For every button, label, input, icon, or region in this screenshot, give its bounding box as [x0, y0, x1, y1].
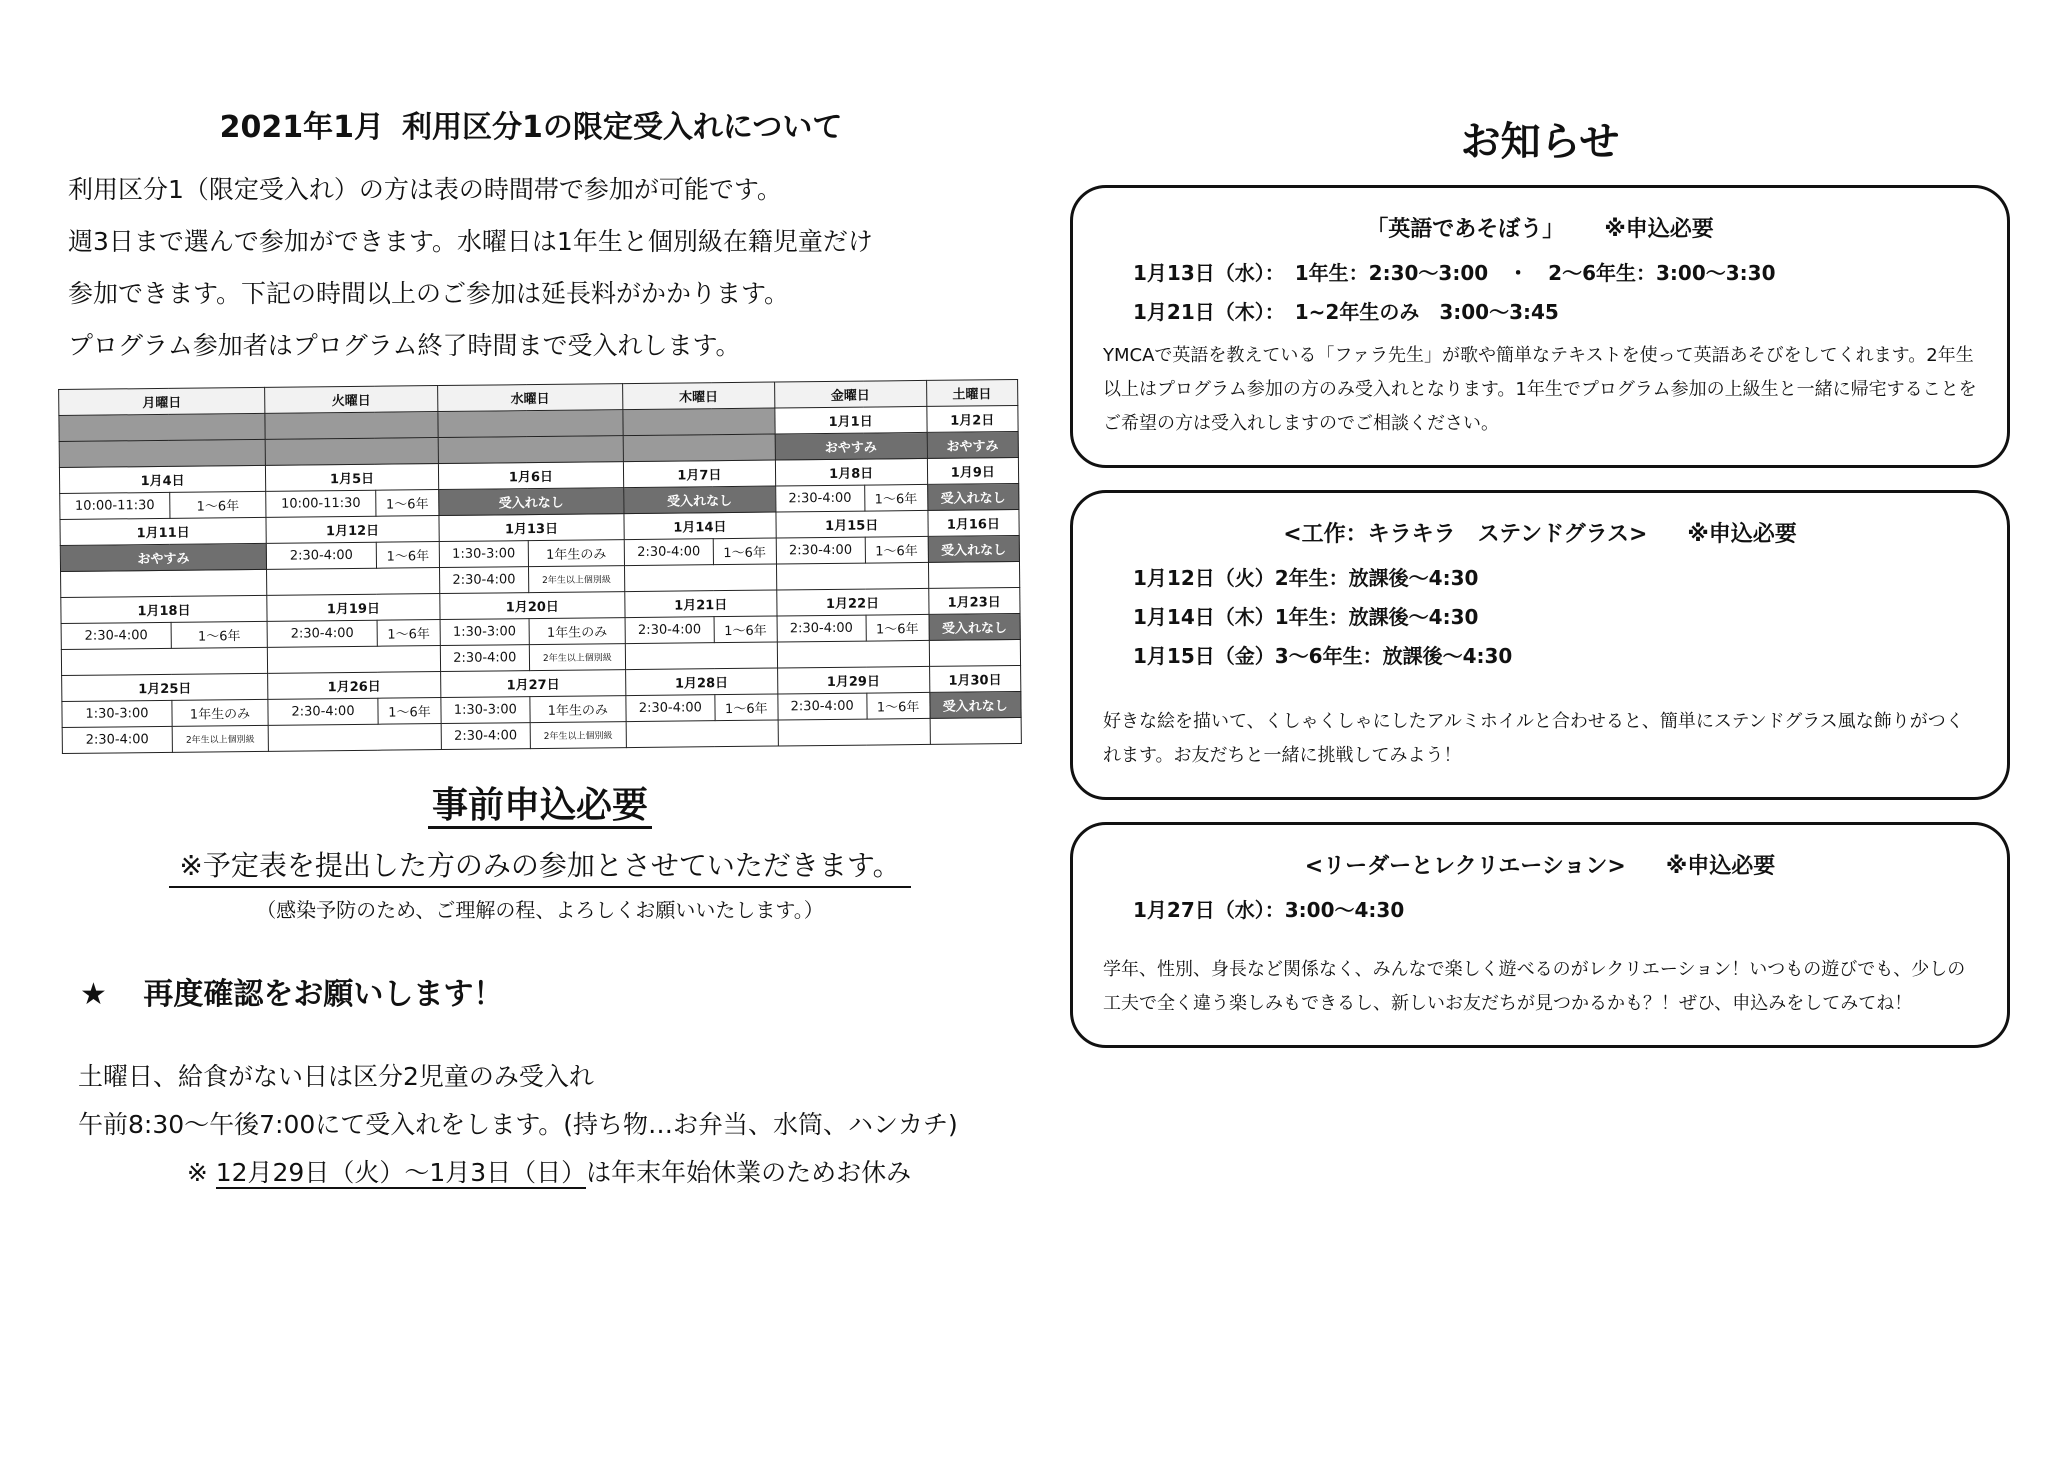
date-cell: 1月23日: [928, 587, 1020, 614]
title-main: 利用区分1の限定受入れについて: [402, 110, 843, 145]
empty-cell: [776, 562, 928, 590]
schedule-line: 1月21日（木）： 1~2年生のみ 3:00〜3:45: [1133, 300, 1559, 324]
date-cell: 1月1日: [775, 406, 927, 434]
closed-cell: 受入れなし: [929, 613, 1021, 640]
empty-cell: [267, 568, 440, 596]
grade-cell: 1〜6年: [715, 694, 778, 721]
date-cell: 1月20日: [440, 592, 625, 620]
day-header: 月曜日: [59, 387, 265, 415]
schedule-table: [58, 379, 1022, 754]
empty-cell: [930, 717, 1022, 744]
closed-cell: 受入れなし: [928, 535, 1020, 562]
saturday-info: [78, 1053, 1020, 1197]
grade-cell: 1〜6年: [865, 536, 928, 563]
date-cell: 1月21日: [625, 590, 777, 618]
holiday-suffix: は年末年始休業のためお休み: [586, 1158, 912, 1187]
submission-notice-text: ※予定表を提出した方のみの参加とさせていただきます。: [169, 849, 910, 888]
date-cell: [59, 413, 265, 441]
date-cell: 1月4日: [59, 465, 265, 493]
empty-cell: [626, 720, 778, 748]
notice-title: お知らせ: [1460, 119, 1620, 165]
box-title-text: <工作：キラキラ ステンドグラス>: [1283, 522, 1648, 547]
time-cell: 2:30-4:00: [440, 645, 529, 672]
time-cell: 2:30-4:00: [266, 542, 376, 569]
time-cell: 2:30-4:00: [778, 693, 867, 720]
time-cell: 10:00-11:30: [266, 490, 376, 517]
english-program-box: [1070, 185, 2010, 468]
confirm-heading: [80, 969, 1020, 1013]
star-icon: ★: [80, 977, 107, 1012]
time-cell: 2:30-4:00: [626, 695, 715, 722]
date-cell: 1月15日: [776, 510, 928, 538]
empty-cell: [268, 724, 441, 752]
grade-cell: 1〜6年: [376, 542, 439, 569]
grade-cell: 1年生のみ: [530, 696, 626, 723]
time-cell: 1:30-3:00: [441, 697, 530, 724]
date-cell: [623, 408, 775, 436]
closed-cell: 受入れなし: [929, 691, 1021, 718]
grade-cell: 1年生のみ: [172, 699, 268, 726]
time-cell: 2:30-4:00: [62, 726, 172, 753]
day-header: 金曜日: [774, 380, 926, 408]
empty-cell: [624, 564, 776, 592]
day-header: 水曜日: [437, 384, 622, 412]
time-cell: 10:00-11:30: [60, 492, 170, 519]
day-header: 木曜日: [622, 382, 774, 410]
intro-paragraphs: [68, 172, 1020, 364]
right-panel: [1070, 80, 2010, 1070]
stained-glass-box: [1070, 490, 2010, 800]
time-cell: 2:30-4:00: [776, 537, 865, 564]
holiday-line: [78, 1149, 1020, 1197]
day-header: 火曜日: [265, 386, 438, 414]
date-cell: 1月8日: [775, 458, 927, 486]
empty-cell: [61, 569, 267, 597]
shaded-cell: [59, 439, 265, 467]
shaded-cell: [265, 438, 438, 466]
time-cell: 2:30-4:00: [441, 723, 530, 750]
date-cell: 1月11日: [60, 517, 266, 545]
box-description: YMCAで英語を教えている「ファラ先生」が歌や簡単なテキストを使って英語あそびをしてくれます。2年生以上はプログラム参加の方のみ受入れとなります。1年生でプログラム参加の上級生と一緒に帰宅することをご希望の方は受入れしますのでご相談ください。: [1103, 345, 1977, 434]
grade-cell: 1年生のみ: [528, 540, 624, 567]
closed-cell: 受入れなし: [624, 486, 776, 514]
grade-cell: 1〜6年: [170, 491, 266, 518]
grade-cell: 1〜6年: [714, 616, 777, 643]
closed-cell: おやすみ: [927, 431, 1019, 458]
time-cell: 2:30-4:00: [777, 615, 866, 642]
advance-registration-text: 事前申込必要: [428, 785, 652, 829]
intro-line: プログラム参加者はプログラム終了時間まで受入れします。: [68, 331, 741, 360]
date-cell: 1月6日: [438, 462, 623, 490]
schedule-line: 1月14日（木）1年生：放課後〜4:30: [1133, 605, 1479, 629]
empty-cell: [625, 642, 777, 670]
time-cell: 2:30-4:00: [267, 620, 377, 647]
date-cell: 1月18日: [61, 595, 267, 623]
recreation-box: [1070, 822, 2010, 1048]
grade-cell: 1〜6年: [713, 538, 776, 565]
date-cell: 1月9日: [927, 457, 1019, 484]
empty-cell: [778, 718, 930, 746]
time-cell: 1:30-3:00: [62, 700, 172, 727]
date-cell: [438, 410, 623, 438]
closed-cell: おやすみ: [775, 432, 927, 460]
empty-cell: [928, 561, 1020, 588]
empty-cell: [267, 646, 440, 674]
schedule-line: 1月27日（水）：3:00〜4:30: [1133, 898, 1405, 922]
advance-registration-heading: [60, 777, 1020, 828]
date-cell: [265, 412, 438, 440]
box-description: 好きな絵を描いて、くしゃくしゃにしたアルミホイルと合わせると、簡単にステンドグラス風な飾りがつくれます。お友だちと一緒に挑戦してみよう！: [1103, 711, 1964, 766]
date-cell: 1月30日: [929, 665, 1021, 692]
date-cell: 1月13日: [439, 514, 624, 542]
grade-cell: 1年生のみ: [529, 618, 625, 645]
empty-cell: [777, 640, 929, 668]
empty-cell: [929, 639, 1021, 666]
shaded-cell: [623, 434, 775, 462]
date-cell: 1月7日: [623, 460, 775, 488]
registration-required: ※申込必要: [1687, 522, 1797, 547]
saturday-line: 午前8:30〜午後7:00にて受入れをします。(持ち物…お弁当、水筒、ハンカチ): [78, 1110, 958, 1139]
box-title: [1103, 212, 1977, 243]
date-cell: 1月25日: [62, 673, 268, 701]
time-cell: 1:30-3:00: [440, 619, 529, 646]
infection-notice: （感染予防のため、ご理解の程、よろしくお願いいたします。）: [256, 898, 824, 922]
box-description: 学年、性別、身長など関係なく、みんなで楽しく遊べるのがレクリエーション！いつもの遊びでも、少しの工夫で全く違う楽しみもできるし、新しいお友だちが見つかるかも？！ぜひ、申込みをしてみてね！: [1103, 959, 1966, 1014]
schedule-line: 1月13日（水）： 1年生：2:30〜3:00 ・ 2〜6年生：3:00〜3:30: [1133, 261, 1776, 285]
holiday-mark: ※: [186, 1158, 208, 1187]
intro-line: 利用区分1（限定受入れ）の方は表の時間帯で参加が可能です。: [68, 175, 782, 204]
date-cell: 1月2日: [926, 405, 1018, 432]
time-cell: 1:30-3:00: [439, 541, 528, 568]
grade-cell: 2年生以上個別級: [529, 644, 625, 671]
time-cell: 2:30-4:00: [625, 617, 714, 644]
schedule-line: 1月15日（金）3〜6年生：放課後〜4:30: [1133, 644, 1513, 668]
confirm-text: 再度確認をお願いします！: [143, 977, 504, 1012]
shaded-cell: [438, 436, 623, 464]
time-cell: 2:30-4:00: [61, 622, 171, 649]
grade-cell: 2年生以上個別級: [172, 725, 268, 752]
schedule-line: 1月12日（火）2年生：放課後〜4:30: [1133, 566, 1479, 590]
grade-cell: 1〜6年: [866, 692, 929, 719]
date-cell: 1月16日: [927, 509, 1019, 536]
date-cell: 1月14日: [624, 512, 776, 540]
grade-cell: 2年生以上個別級: [528, 566, 624, 593]
grade-cell: 1〜6年: [376, 490, 439, 517]
empty-cell: [61, 647, 267, 675]
grade-cell: 1〜6年: [378, 698, 441, 725]
grade-cell: 1〜6年: [171, 621, 267, 648]
box-title-text: <リーダーとレクリエーション>: [1304, 854, 1626, 879]
grade-cell: 1〜6年: [377, 620, 440, 647]
box-title-text: 「英語であそぼう」: [1366, 217, 1565, 242]
date-cell: 1月5日: [265, 464, 438, 492]
registration-required: ※申込必要: [1604, 217, 1714, 242]
registration-required: ※申込必要: [1665, 854, 1776, 879]
day-header: 土曜日: [926, 379, 1018, 406]
closed-cell: 受入れなし: [439, 488, 624, 516]
box-title: [1103, 849, 1977, 880]
date-cell: 1月12日: [266, 516, 439, 544]
date-cell: 1月28日: [625, 668, 777, 696]
page-title: [60, 102, 1020, 146]
title-date: 2021年1月: [219, 110, 385, 145]
intro-line: 週3日まで選んで参加ができます。水曜日は1年生と個別級在籍児童だけ: [68, 227, 873, 256]
intro-line: 参加できます。下記の時間以上のご参加は延長料がかかります。: [68, 279, 790, 308]
time-cell: 2:30-4:00: [775, 485, 864, 512]
date-cell: 1月27日: [440, 670, 625, 698]
submission-notice: [60, 844, 1020, 884]
closed-cell: 受入れなし: [927, 483, 1019, 510]
time-cell: 2:30-4:00: [439, 567, 528, 594]
box-title: [1103, 517, 1977, 548]
time-cell: 2:30-4:00: [268, 698, 378, 725]
time-cell: 2:30-4:00: [624, 539, 713, 566]
left-panel: [60, 80, 1020, 1197]
closed-cell: おやすみ: [60, 543, 266, 571]
holiday-dates: 12月29日（火）〜1月3日（日）: [215, 1158, 587, 1187]
date-cell: 1月22日: [776, 588, 928, 616]
saturday-line: 土曜日、給食がない日は区分2児童のみ受入れ: [78, 1062, 594, 1091]
date-cell: 1月26日: [268, 672, 441, 700]
date-cell: 1月19日: [267, 594, 440, 622]
grade-cell: 1〜6年: [864, 484, 927, 511]
grade-cell: 1〜6年: [866, 614, 929, 641]
date-cell: 1月29日: [777, 666, 929, 694]
grade-cell: 2年生以上個別級: [530, 722, 626, 749]
